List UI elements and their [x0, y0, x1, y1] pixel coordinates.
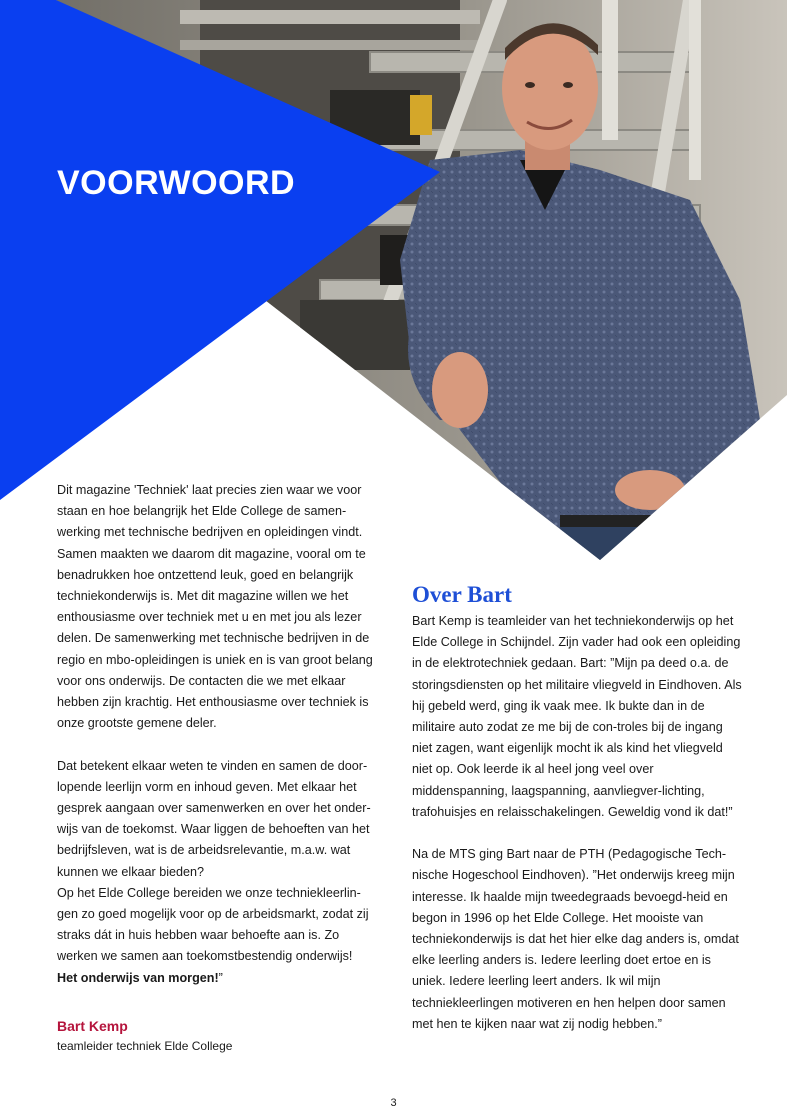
about-bart-heading: Over Bart	[412, 582, 512, 607]
signature-role: teamleider techniek Elde College	[57, 1039, 233, 1053]
intro-text-column	[57, 480, 375, 989]
intro-paragraph-1: Dit magazine 'Techniek' laat precies zien waar we voor staan en hoe belangrijk het Elde College de samen-werking met technische bedrijven en opleidingen vindt. Samen maakten we daarom dit magazine, vooral om te benadrukken hoe ontzettend leuk, goed en belangrijk techniekonderwijs is. Met dit magazine willen we het enthousiasme over techniek met u en met jou als lezer delen. De samenwerking met technische bedrijven in de regio en mbo-opleidingen is uniek en is van groot belang voor ons onderwijs. De contacten die we met elkaar hebben zijn krachtig. Het enthousiasme over techniek is onze grootste gemene deler.	[57, 483, 373, 731]
about-bart-column	[412, 582, 742, 1035]
signature-name: Bart Kemp	[57, 1018, 128, 1034]
intro-paragraph-3-text: Op het Elde College bereiden we onze techniekleerlin-gen zo goed mogelijk voor op de arbeidsmarkt, zodat zij straks dát in huis hebben waar behoefte aan is. Zo werken we samen aan toekomstbestendig onderwijs!	[57, 885, 369, 964]
closing-quote-mark: ”	[218, 970, 223, 985]
closing-bold-text: Het onderwijs van morgen!	[57, 970, 219, 985]
signature-block	[57, 1017, 232, 1055]
intro-paragraph-2	[57, 756, 375, 989]
about-paragraph-2: Na de MTS ging Bart naar de PTH (Pedagogische Tech-nische Hogeschool Eindhoven). ”Het onderwijs kreeg mijn interesse. Ik haalde mijn tweedegraads bevoegd-heid en begon in 1996 op het Elde College. Het mooiste van techniekonderwijs is dat het hier elke dag anders is, omdat elke leerling anders is. Iedere leerling doet ertoe en is uniek. Iedere leerling leert anders. Ik wil mijn techniekleerlingen motiveren en hen helpen door samen met hen te kijken naar wat zij nodig hebben.”	[412, 847, 739, 1031]
page-title: VOORWOORD	[57, 164, 296, 202]
page-number: 3	[390, 1097, 397, 1109]
about-paragraph-1: Bart Kemp is teamleider van het techniekonderwijs op het Elde College in Schijndel. Zijn vader had ook een opleiding in de elektrotechniek gedaan. Bart: ”Mijn pa deed o.a. de storingsdiensten op het militaire vliegveld in Eindhoven. Als hij gebeld werd, ging ik vaak mee. Ik bukte dan in de militaire auto zodat ze me bij de con-troles bij de ingang niet zagen, want eigenlijk mocht ik als kind het vliegveld niet op. Ook leerde ik al heel jong veel over middenspanning, laagspanning, aanvliegver-lichting, trafohuisjes en relaisschakelingen. Geweldig vond ik dat!”	[412, 614, 742, 819]
intro-paragraph-2-text: Dat betekent elkaar weten te vinden en samen de door-lopende leerlijn vorm en inhoud geven. Met elkaar het gesprek aangaan over samenwerken en over het onder-wijs van de toekomst. Waar liggen de behoeften van het bedrijfsleven, wat is de arbeidsrelevantie, m.a.w. wat kunnen we elkaar bieden?	[57, 758, 371, 879]
